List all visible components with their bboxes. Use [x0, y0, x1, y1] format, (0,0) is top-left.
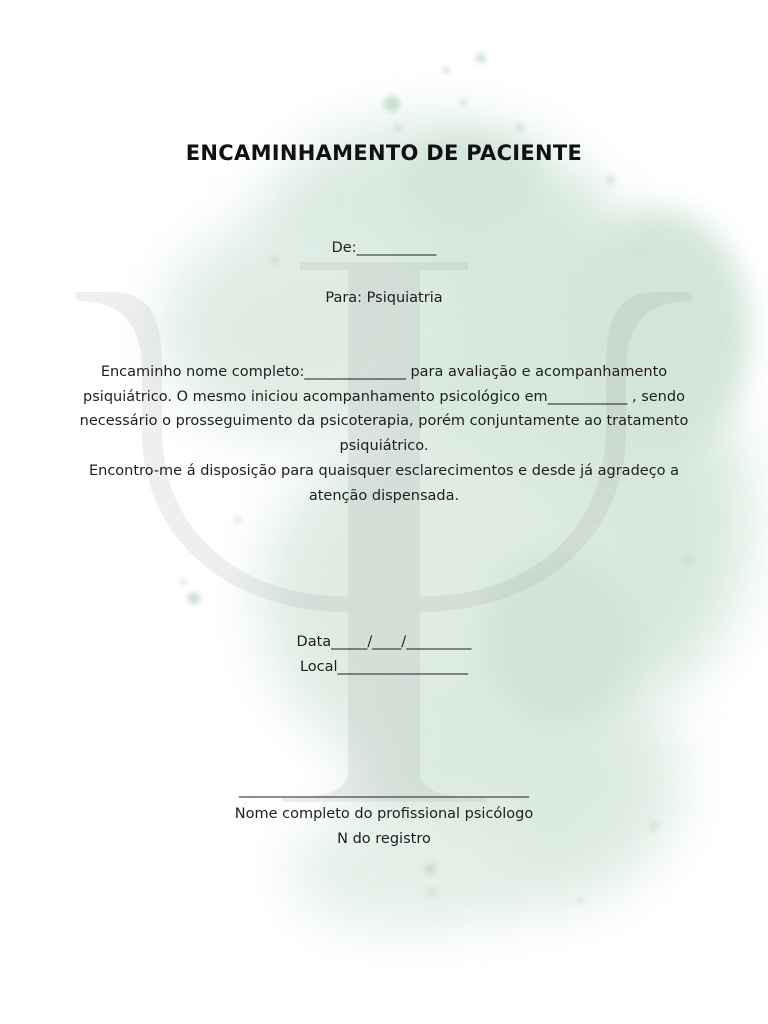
place-field: Local__________________ [299, 659, 469, 675]
from-field: De:___________ [331, 240, 437, 256]
closing-paragraph: Encontro-me á disposição para quaisquer esclarecimentos e desde já agradeço a atenção dispensada. [88, 462, 680, 504]
registration-number: N do registro [337, 831, 431, 847]
document-title: ENCAMINHAMENTO DE PACIENTE [185, 141, 583, 165]
to-field: Para: Psiquiatria [325, 290, 443, 306]
signature-line: ________________________________________ [239, 782, 529, 798]
date-field: Data_____/____/_________ [296, 634, 472, 650]
referral-paragraph: Encaminho nome completo:______________ para avaliação e acompanhamento psiquiátrico. O mesmo iniciou acompanhamento psicológico em___________ , sendo necessário o prosseguimento da psicoterapia, porém conjuntamente ao tratamento psiquiátrico. [79, 364, 689, 455]
referral-body [60, 360, 708, 508]
signer-name: Nome completo do profissional psicólogo [234, 806, 534, 822]
